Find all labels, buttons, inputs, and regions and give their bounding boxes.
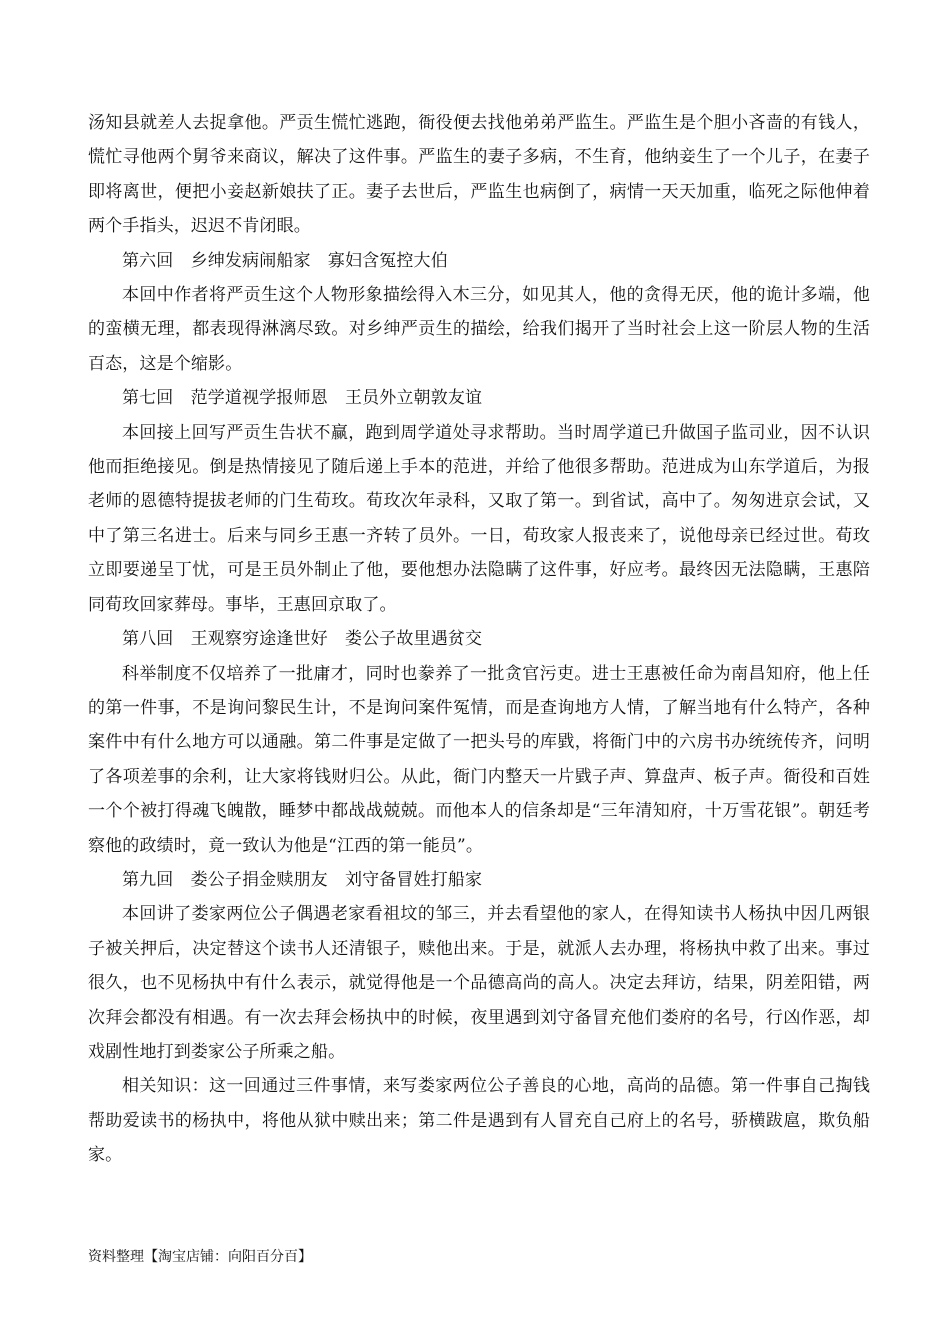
paragraph-chapter-9: 本回讲了娄家两位公子偶遇老家看祖坟的邹三，并去看望他的家人，在得知读书人杨执中因几两银子被关押后，决定替这个读书人还清银子，赎他出来。于是，就派人去办理，将杨执中救了出来。事过很久，也不见杨执中有什么表示，就觉得他是一个品德高尚的高人。决定去拜访，结果，阴差阳错，两次拜会都没有相遇。有一次去拜会杨执中的时候，夜里遇到刘守备冒充他们娄府的名号，行凶作恶，却戏剧性地打到娄家公子所乘之船。 <box>88 904 870 1062</box>
document-body <box>88 106 870 1173</box>
paragraph-related-knowledge: 相关知识：这一回通过三件事情，来写娄家两位公子善良的心地，高尚的品德。第一件事自己掏钱帮助爱读书的杨执中，将他从狱中赎出来；第二件是遇到有人冒充自己府上的名号，骄横跋扈，欺负船家。 <box>88 1076 870 1166</box>
paragraph-chapter-8: 科举制度不仅培养了一批庸才，同时也豢养了一批贪官污吏。进士王惠被任命为南昌知府，他上任的第一件事，不是询问黎民生计，不是询问案件冤情，而是查询地方人情，了解当地有什么特产，各种案件中有什么地方可以通融。第二件事是定做了一把头号的库戥，将衙门中的六房书办统统传齐，问明了各项差事的余利，让大家将钱财归公。从此，衙门内整天一片戥子声、算盘声、板子声。衙役和百姓一个个被打得魂飞魄散，睡梦中都战战兢兢。而他本人的信条却是“三年清知府，十万雪花银”。朝廷考察他的政绩时，竟一致认为他是“江西的第一能员”。 <box>88 663 870 856</box>
chapter-heading-6: 第六回 乡绅发病闹船家 寡妇含冤控大伯 <box>122 250 448 271</box>
chapter-heading-9: 第九回 娄公子捐金赎朋友 刘守备冒姓打船家 <box>122 869 483 890</box>
paragraph-chapter-6: 本回中作者将严贡生这个人物形象描绘得入木三分，如见其人，他的贪得无厌，他的诡计多端，他的蛮横无理，都表现得淋漓尽致。对乡绅严贡生的描绘，给我们揭开了当时社会上这一阶层人物的生活百态，这是个缩影。 <box>88 285 870 374</box>
paragraph-chapter-7: 本回接上回写严贡生告状不赢，跑到周学道处寻求帮助。当时周学道已升做国子监司业，因不认识他而拒绝接见。倒是热情接见了随后递上手本的范进，并给了他很多帮助。范进成为山东学道后，为报老师的恩德特提拔老师的门生荀玫。荀玫次年录科，又取了第一。到省试，高中了。匆匆进京会试，又中了第三名进士。后来与同乡王惠一齐转了员外。一日，荀玫家人报丧来了，说他母亲已经过世。荀玫立即要递呈丁忧，可是王员外制止了他，要他想办法隐瞒了这件事，好应考。最终因无法隐瞒，王惠陪同荀玫回家葬母。事毕，王惠回京取了。 <box>88 422 870 615</box>
page-footer: 资料整理【淘宝店铺：向阳百分百】 <box>88 1249 312 1265</box>
chapter-heading-7: 第七回 范学道视学报师恩 王员外立朝敦友谊 <box>122 388 483 409</box>
chapter-heading-8: 第八回 王观察穷途逢世好 娄公子故里遇贫交 <box>122 629 483 650</box>
paragraph-continuation: 汤知县就差人去捉拿他。严贡生慌忙逃跑，衙役便去找他弟弟严监生。严监生是个胆小吝啬的有钱人，慌忙寻他两个舅爷来商议，解决了这件事。严监生的妻子多病，不生育，他纳妾生了一个儿子，在妻子即将离世，便把小妾赵新娘扶了正。妻子去世后，严监生也病倒了，病情一天天加重，临死之际他伸着两个手指头，迟迟不肯闭眼。 <box>88 113 870 237</box>
